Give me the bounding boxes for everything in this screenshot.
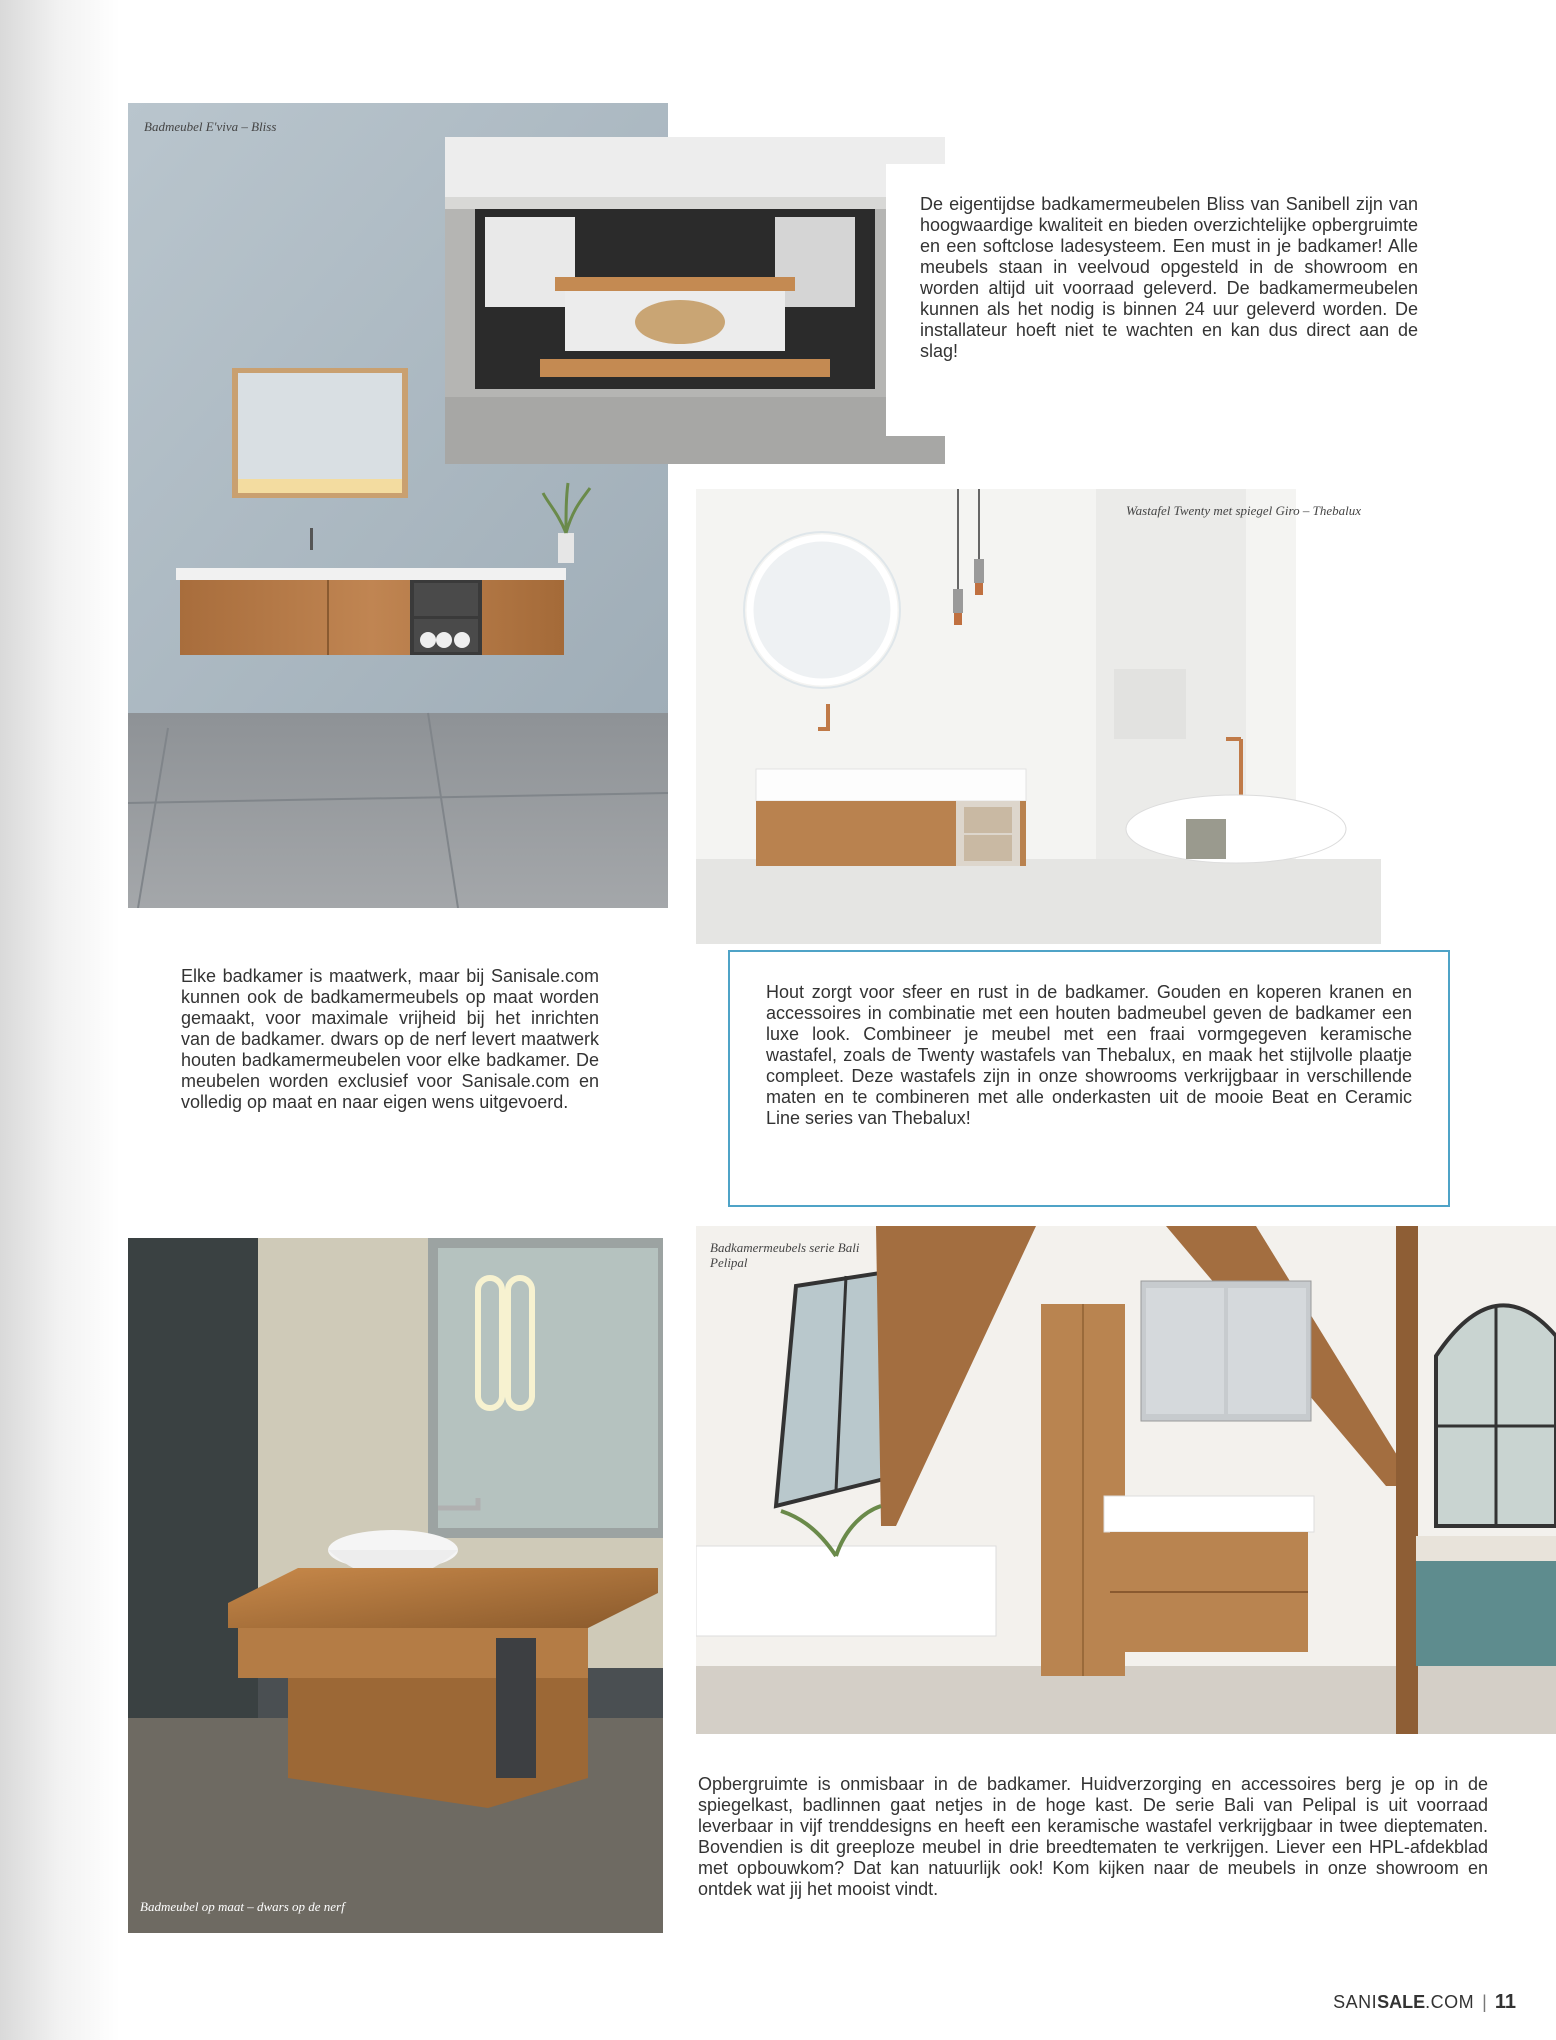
footer-brand-suffix: .COM [1425,1992,1475,2012]
text-bliss [886,164,1419,436]
footer-brand-sale: SALE [1377,1992,1426,2012]
text-bliss-body: De eigentijdse badkamermeubelen Bliss van Sanibell zijn van hoogwaardige kwaliteit en bieden overzichtelijke opbergruimte en een softclose ladesysteem. Een must in je badkamer! Alle meubels staan in veelvoud opgesteld in de showroom en worden altijd uit voorraad geleverd. De badkamermeubelen kunnen als het nodig is binnen 24 uur geleverd worden. De installateur hoeft niet te wachten en kan dus direct aan de slag! [920,194,1418,361]
photo-bali-pelipal [696,1226,1556,1734]
caption-eviva: Badmeubel E'viva – Bliss [144,119,277,134]
twenty-illustration [696,489,1381,944]
footer-separator: | [1482,1992,1487,2012]
page-number: 11 [1494,1991,1516,2013]
text-maatwerk-body: Elke badkamer is maatwerk, maar bij Sanisale.com kunnen ook de badkamermeubels op maat worden gemaakt, voor maximale vrijheid bij het inrichten van de badkamer. dwars op de nerf levert maatwerk houten badkamermeubelen voor elke badkamer. De meubelen worden exclusief voor Sanisale.com en volledig op maat en naar eigen wens uitgevoerd. [181,966,599,1112]
caption-bali-line2: Pelipal [710,1255,748,1270]
text-hout [728,950,1450,1207]
text-opbergruimte [698,1774,1488,1900]
caption-bali-line1: Badkamermeubels serie Bali [710,1240,860,1255]
photo-twenty-giro [696,489,1381,944]
footer-brand [1333,1992,1474,2013]
caption-maatwerk: Badmeubel op maat – dwars op de nerf [140,1899,345,1914]
maatwerk-illustration [128,1238,663,1933]
caption-bali [710,1240,859,1270]
text-maatwerk [164,938,635,1238]
footer-brand-sani: SANI [1333,1992,1378,2012]
text-opbergruimte-body: Opbergruimte is onmisbaar in de badkamer. Huidverzorging en accessoires berg je op in de spiegelkast, badlinnen gaat netjes in de hoge kast. De serie Bali van Pelipal is uit voorraad leverbaar in vijf trenddesigns en heeft een keramische wastafel verkrijgbaar in twee dieptematen. Bovendien is dit greeploze meubel in drie breedtematen te verkrijgen. Liever een HPL-afdekblad met opbouwkom? Dat kan natuurlijk ook! Kom kijken naar de meubels in onze showroom en ontdek wat jij het mooist vindt. [698,1774,1488,1899]
photo-maatwerk-vanity [128,1238,663,1933]
bali-illustration [696,1226,1556,1734]
caption-twenty: Wastafel Twenty met spiegel Giro – Thebalux [1126,503,1361,518]
text-hout-body: Hout zorgt voor sfeer en rust in de badkamer. Gouden en koperen kranen en accessoires in combinatie met een houten badmeubel geven de badkamer een luxe look. Combineer je meubel met een fraai vormgegeven keramische wastafel, zoals de Twenty wastafels van Thebalux, en maak het stijlvolle plaatje compleet. Deze wastafels zijn in onze showrooms verkrijgbaar in verschillende maten en te combineren met alle onderkasten uit de mooie Beat en Ceramic Line series van Thebalux! [766,982,1412,1128]
page-footer [1333,1991,1516,2014]
photo-drawer-detail [445,137,945,464]
drawer-illustration [445,137,945,464]
